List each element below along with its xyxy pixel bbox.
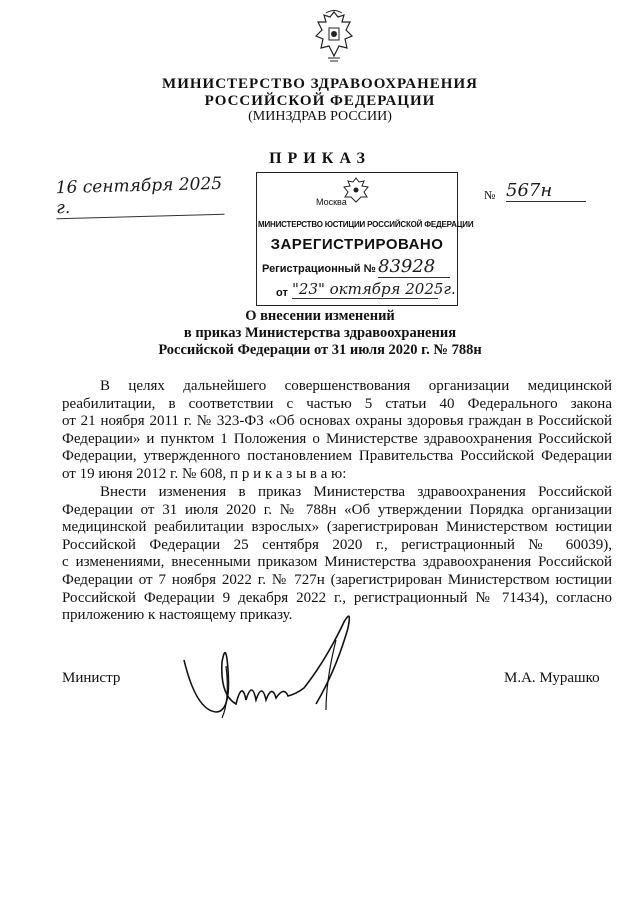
ministry-short-name: (МИНЗДРАВ РОССИИ) xyxy=(248,109,392,124)
text-line: медицинской реабилитации взрослых» (зарегистрирован Министерством юстиции xyxy=(62,519,612,536)
signature-position: Министр xyxy=(62,670,121,686)
text-line: от 19 июня 2012 г. № 608, п р и к а з ы в а ю: xyxy=(62,465,347,482)
ministry-name-line2: РОССИЙСКОЙ ФЕДЕРАЦИИ xyxy=(204,93,436,109)
document-type-title: ПРИКАЗ xyxy=(269,150,371,167)
text-line: Внести изменения в приказ Министерства здравоохранения Российской xyxy=(100,484,612,500)
ministry-name-line1: МИНИСТЕРСТВО ЗДРАВООХРАНЕНИЯ xyxy=(162,76,478,92)
text-line: реабилитации, в соответствии с частью 5 статьи 40 Федерального закона xyxy=(62,395,612,412)
order-number: 567н xyxy=(506,180,586,202)
stamp-city: Москва xyxy=(316,197,347,207)
text-line: В целях дальнейшего совершенствования организации медицинской xyxy=(100,378,612,394)
text-line: Федерации от 31 июля 2020 г. № 788н «Об утверждении Порядка организации xyxy=(62,501,612,518)
text-line: Российской Федерации 25 сентября 2020 г., регистрационный № 60039), xyxy=(62,536,612,553)
text-line: Федерации» и пунктом 1 Положения о Министерстве здравоохранения Российской xyxy=(62,430,612,447)
stamp-status: ЗАРЕГИСТРИРОВАНО xyxy=(270,236,444,253)
text-line: приложению к настоящему приказу. xyxy=(62,607,293,624)
order-number-prefix: № xyxy=(484,188,496,202)
stamp-reg-date: "23" октября 2025г. xyxy=(292,280,456,298)
stamp-ministry: МИНИСТЕРСТВО ЮСТИЦИИ РОССИЙСКОЙ ФЕДЕРАЦИИ xyxy=(258,220,474,229)
handwritten-signature xyxy=(176,600,366,730)
text-line: с изменениями, внесенными приказом Министерства здравоохранения Российской xyxy=(62,554,612,571)
text-line: Федерации, утвержденного постановлением Правительства Российской Федерации xyxy=(62,448,612,465)
body-paragraph-1 xyxy=(62,378,612,484)
stamp-reg-number: 83928 xyxy=(378,256,450,278)
text-line: Федерации от 7 ноября 2022 г. № 727н (зарегистрирован Министерством юстиции xyxy=(62,571,612,588)
order-date: 16 сентября 2025 г. xyxy=(55,174,224,219)
order-title-line3: Российской Федерации от 31 июля 2020 г. № 788н xyxy=(158,342,482,358)
stamp-from-label: от xyxy=(276,287,288,299)
text-line: от 21 ноября 2011 г. № 323-ФЗ «Об основах охраны здоровья граждан в Российской xyxy=(62,413,612,430)
order-title-line1: О внесении изменений xyxy=(245,308,395,324)
text-line: Российской Федерации 9 декабря 2022 г., регистрационный № 71434), согласно xyxy=(62,589,612,606)
order-title-line2: в приказ Министерства здравоохранения xyxy=(183,325,457,341)
stamp-reg-label: Регистрационный № xyxy=(262,263,376,275)
coat-of-arms-emblem xyxy=(312,8,356,64)
signature-name: М.А. Мурашко xyxy=(504,670,600,686)
